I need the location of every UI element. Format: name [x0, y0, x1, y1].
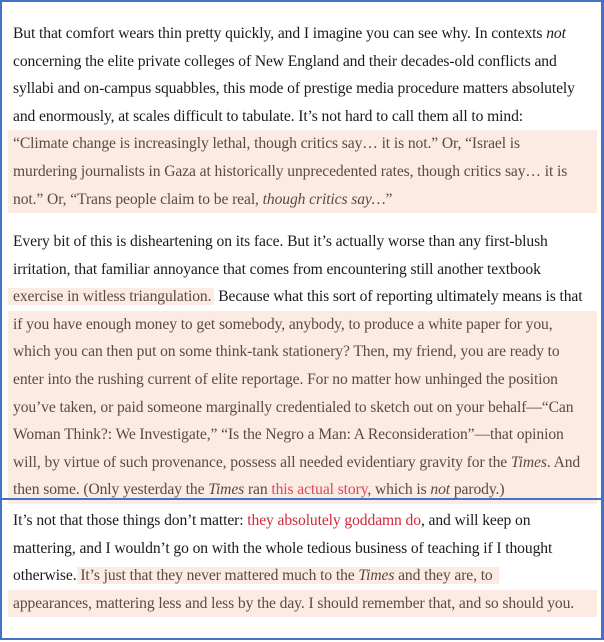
highlighted-line: then some. (Only yesterday the Times ran this actual story, which is not parody.)	[8, 476, 597, 504]
text-line: and enormously, at scales difficult to tabulate. It’s not hard to call them all to mind:	[13, 107, 524, 125]
highlighted-phrase: exercise in witless triangulation.	[8, 288, 214, 305]
highlighted-line: not.” Or, “Trans people claim to be real, though critics say…”	[8, 186, 597, 214]
highlighted-line: “Climate change is increasingly lethal, though critics say… it is not.” Or, “Israel is	[8, 130, 597, 158]
highlighted-line: you’ve taken, or paid someone marginally credentialed to sketch out on your behalf—“Can	[8, 394, 597, 422]
highlighted-line: enter into the rushing current of elite reportage. For no matter how unhinged the position	[8, 366, 597, 394]
highlighted-phrase: It’s just that they never mattered much to the Times and they are, to	[77, 567, 499, 584]
highlighted-line: will, by virtue of such provenance, possess all needed evidentiary gravity for the Times. And	[8, 449, 597, 477]
highlighted-line: murdering journalists in Gaza at historically unprecedented rates, though critics say… it is	[8, 158, 597, 186]
text-line: syllabi and on-campus squabbles, this mode of prestige media procedure matters absolutely	[13, 80, 575, 98]
highlighted-line: which you can then put on some think-tank stationery? Then, my friend, you are ready to	[8, 338, 597, 366]
excerpt-box-top	[2, 2, 601, 498]
highlighted-line: Woman Think?: We Investigate,” “Is the Negro a Man: A Reconsideration”—that opinion	[8, 421, 597, 449]
text-line: irritation, that familiar annoyance that comes from encountering still another textbook	[13, 260, 541, 278]
paragraph-3	[13, 507, 597, 617]
story-link[interactable]: this actual story	[271, 481, 368, 499]
text-line: It’s not that those things don’t matter: they absolutely goddamn do, and will keep on	[13, 512, 531, 529]
text-line: exercise in witless triangulation. Because what this sort of reporting ultimately means is that	[13, 283, 597, 311]
paragraph-1	[13, 20, 597, 213]
text-line: otherwise. It’s just that they never mattered much to the Times and they are, to	[13, 562, 597, 590]
goddamn-do-link[interactable]: they absolutely goddamn do	[247, 512, 421, 529]
text-line: concerning the elite private colleges of New England and their decades-old conflicts and	[13, 52, 557, 70]
paragraph-2	[13, 228, 597, 504]
highlighted-line: if you have enough money to get somebody, anybody, to produce a white paper for you,	[8, 311, 597, 339]
text-line: mattering, and I wouldn’t go on with the whole tedious business of teaching if I thought	[13, 539, 553, 557]
highlighted-line: appearances, mattering less and less by the day. I should remember that, and so should you.	[8, 590, 597, 618]
text-line: But that comfort wears thin pretty quickly, and I imagine you can see why. In contexts not	[13, 25, 566, 42]
text-line: Every bit of this is disheartening on its face. But it’s actually worse than any first-blush	[13, 233, 548, 250]
